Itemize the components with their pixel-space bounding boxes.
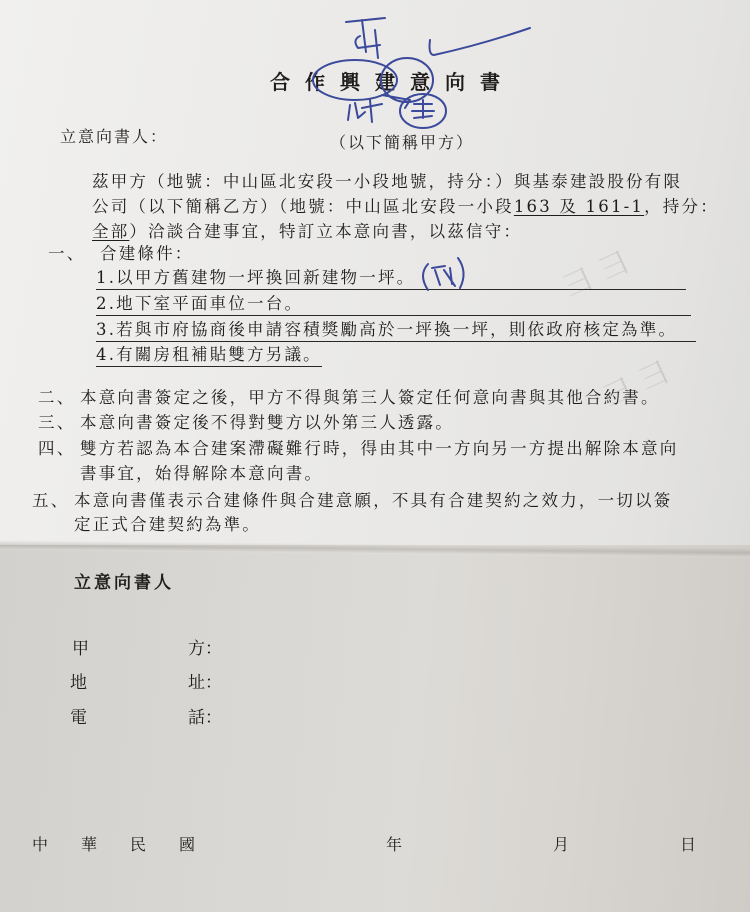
date-era-2: 華 (81, 835, 98, 854)
date-day: 日 (680, 835, 697, 854)
intro-line-1: 茲甲方（地號：中山區北安段一小段地號，持分：）與基泰建設股份有限 (92, 172, 683, 191)
sig-field-address-right: 址： (188, 673, 222, 693)
sig-field-party-right: 方： (188, 639, 222, 659)
sig-field-phone-right: 話： (188, 708, 222, 728)
condition-1: 1.以甲方舊建物一坪換回新建物一坪。 (96, 264, 686, 290)
section1-number: 一、 (48, 244, 86, 263)
clause-3-number: 三、 (38, 413, 76, 432)
paper-lower-half (0, 545, 750, 912)
date-month: 月 (553, 835, 570, 854)
clause-4-number: 四、 (38, 439, 76, 458)
intro-line-2-text: 公司（以下簡稱乙方）（地號：中山區北安段一小段 (92, 197, 514, 216)
clause-5-text-line1: 本意向書僅表示合建條件與合建意願，不具有合建契約之效力，一切以簽 (74, 491, 673, 510)
signature-title: 立意向書人 (74, 573, 174, 593)
applicant-note: （以下簡稱甲方） (330, 133, 475, 152)
share-label: ，持分： (644, 197, 719, 216)
sig-field-address-left: 地 (70, 673, 87, 693)
clause-2-number: 二、 (38, 388, 76, 407)
clause-2-text: 本意向書簽定之後，甲方不得與第三人簽定任何意向書與其他合約書。 (80, 388, 660, 407)
share-value: 全部 (92, 222, 130, 241)
date-era-4: 國 (179, 835, 196, 854)
condition-4: 4.有關房租補貼雙方另議。 (96, 341, 322, 367)
clause-4-text-line2: 書事宜，始得解除本意向書。 (80, 464, 324, 483)
clause-5-text-line2: 定正式合建契約為準。 (74, 515, 261, 534)
sig-field-party-left: 甲 (72, 639, 89, 659)
date-year: 年 (386, 835, 403, 854)
applicant-label: 立意向書人： (60, 127, 169, 146)
document-title: 合作興建意向書 (270, 70, 515, 94)
show-through-marks: ⺕ ⺕ (597, 354, 676, 416)
date-era-1: 中 (32, 835, 49, 854)
intro-line-3 (92, 218, 522, 242)
clause-3-text: 本意向書簽定後不得對雙方以外第三人透露。 (80, 413, 454, 432)
intro-line-3-text: ）洽談合建事宜，特訂立本意向書，以茲信守： (129, 222, 523, 241)
condition-2: 2.地下室平面車位一台。 (96, 290, 691, 316)
date-era-3: 民 (130, 835, 147, 854)
section1-heading: 合建條件： (100, 244, 194, 263)
clause-5-number: 五、 (32, 491, 70, 510)
show-through-marks: ⺕ ⺕ (557, 244, 636, 306)
intro-line-2 (92, 193, 719, 217)
condition-3: 3.若與市府協商後申請容積獎勵高於一坪換一坪，則依政府核定為準。 (96, 316, 696, 342)
lot-numbers: 163 及 161-1 (513, 197, 645, 216)
clause-4-text-line1: 雙方若認為本合建案滯礙難行時，得由其中一方向另一方提出解除本意向 (80, 439, 679, 458)
sig-field-phone-left: 電 (70, 708, 87, 728)
